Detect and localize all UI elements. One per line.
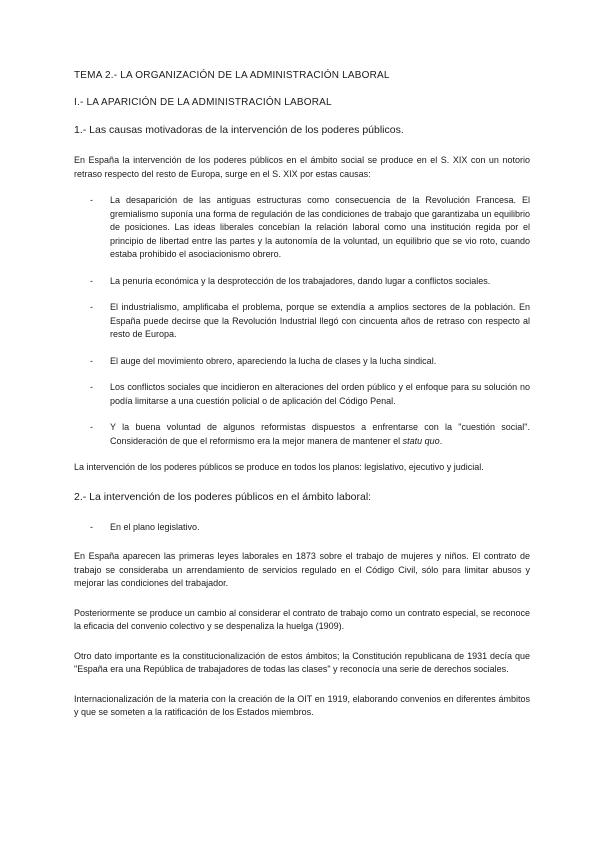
bullet-dash: - [90, 422, 93, 432]
intro-paragraph: En España la intervención de los poderes públicos en el ámbito social se produce en el S. XIX con un notorio retraso respecto del resto de Europa, surge en el S. XIX por estas causas: [74, 155, 530, 179]
paragraph: Otro dato importante es la constitucionalización de estos ámbitos; la Constitución republicana de 1931 decía que "España era una República de trabajadores de todas las clases" y reconocía una serie de derechos sociales. [74, 650, 530, 674]
list-item-text: El industrialismo, amplificaba el problema, porque se extendía a amplios sectores de la población. En España puede decirse que la Revolución Industrial llegó con cincuenta años de retraso con respecto al resto de Europa. [110, 302, 530, 339]
bullet-dash: - [90, 195, 93, 205]
document-body [74, 70, 530, 733]
list-item [74, 275, 530, 289]
list-item [74, 381, 530, 408]
bullet-dash: - [90, 275, 93, 286]
bullet-dash: - [90, 355, 93, 366]
statu-quo-emphasis: statu quo [402, 435, 440, 446]
list-item [74, 194, 530, 262]
document-title: TEMA 2.- LA ORGANIZACIÓN DE LA ADMINISTRACIÓN LABORAL [74, 70, 390, 81]
subsection-1-heading: 1.- Las causas motivadoras de la intervención de los poderes públicos. [74, 124, 404, 136]
bullet-dash: - [90, 302, 93, 312]
list-item-text: En el plano legislativo. [110, 521, 200, 532]
closing-paragraph: La intervención de los poderes públicos se produce en todos los planos: legislativo, ejecutivo y judicial. [74, 462, 484, 472]
list-item-text: Y la buena voluntad de algunos reformistas dispuestos a enfrentarse con la "cuestión social". Consideración de que el reformismo era la mejor manera de mantener el [110, 422, 530, 446]
list-item-text: Los conflictos sociales que incidieron en alteraciones del orden público y el enfoque para su solución no podía limitarse a una cuestión policial o de aplicación del Código Penal. [110, 382, 530, 406]
bullet-dash: - [90, 521, 93, 532]
list-item-text: La desaparición de las antiguas estructuras como consecuencia de la Revolución Francesa. El gremialismo suponía una forma de regulación de las condiciones de trabajo que garantizaba un equilibrio de posiciones. Las ideas liberales concebían la relación laboral como una institución regida por el principio de libertad entre las partes y la autonomía de la voluntad, un equilibrio que se vio roto, cuando estaba prohibido el asociacionismo obrero. [110, 195, 530, 259]
legislative-list [74, 521, 530, 535]
paragraph: Internacionalización de la materia con la creación de la OIT en 1919, elaborando convenios en diferentes ámbitos y que se someten a la ratificación de los Estados miembros. [74, 693, 530, 717]
list-item-text: La penuria económica y la desprotección de los trabajadores, dando lugar a conflictos sociales. [110, 275, 491, 286]
subsection-2-heading: 2.- La intervención de los poderes públicos en el ámbito laboral: [74, 490, 372, 503]
list-item-text: El auge del movimiento obrero, apareciendo la lucha de clases y la lucha sindical. [110, 355, 437, 366]
paragraph: Posteriormente se produce un cambio al considerar el contrato de trabajo como un contrato especial, se reconoce la eficacia del convenio colectivo y se despenaliza la huelga (1909). [74, 607, 530, 631]
bullet-dash: - [90, 382, 93, 392]
list-item [74, 521, 530, 535]
list-item [74, 355, 530, 369]
list-item-end: . [439, 435, 443, 446]
list-item [74, 421, 530, 448]
paragraph: En España aparecen las primeras leyes laborales en 1873 sobre el trabajo de mujeres y niños. El contrato de trabajo se consideraba un arrendamiento de servicios regulado en el Código Civil, sólo para limitar abusos y mejorar las condiciones del trabajador. [74, 551, 530, 588]
section-heading: I.- LA APARICIÓN DE LA ADMINISTRACIÓN LABORAL [74, 97, 332, 108]
causes-list [74, 194, 530, 448]
list-item [74, 301, 530, 342]
